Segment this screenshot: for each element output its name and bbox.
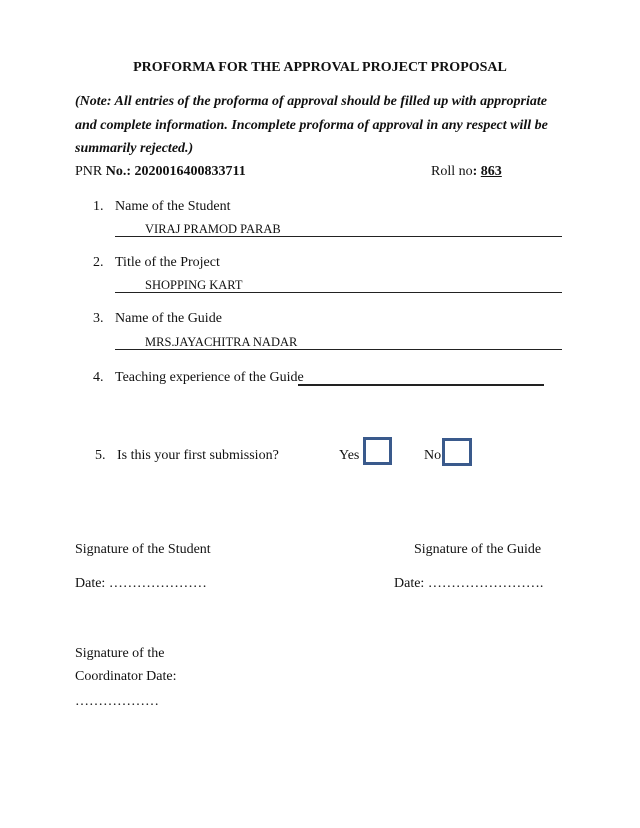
item-3-number: 3. <box>93 311 104 326</box>
note-line-2: and complete information. Incomplete proforma of approval in any respect will be <box>75 118 548 133</box>
item-2-number: 2. <box>93 255 104 270</box>
item-1-number: 1. <box>93 199 104 214</box>
note-line-1: (Note: All entries of the proforma of approval should be filled up with appropriate <box>75 94 547 109</box>
guide-date-label: Date: ……………………. <box>394 576 544 591</box>
pnr-label-bold: No.: <box>105 164 135 179</box>
yes-checkbox[interactable] <box>363 437 392 465</box>
coordinator-signature-label-2: Coordinator Date: <box>75 669 177 684</box>
page-title: PROFORMA FOR THE APPROVAL PROJECT PROPOSAL <box>133 60 507 75</box>
no-label: No <box>424 448 442 463</box>
item-5-label: Is this your first submission? <box>117 448 279 463</box>
guide-name-line <box>115 349 562 350</box>
roll-colon: : <box>472 164 481 179</box>
item-3-label: Name of the Guide <box>115 311 222 326</box>
coordinator-signature-label-1: Signature of the <box>75 646 165 661</box>
item-2-label: Title of the Project <box>115 255 220 270</box>
student-name-value[interactable]: VIRAJ PRAMOD PARAB <box>145 222 281 236</box>
student-signature-label: Signature of the Student <box>75 542 211 557</box>
student-name-line <box>115 236 562 237</box>
pnr-label: PNR <box>75 164 106 179</box>
teaching-experience-line[interactable] <box>298 384 544 386</box>
project-title-line <box>115 292 562 293</box>
student-date-label: Date: ………………… <box>75 576 207 591</box>
pnr-field <box>75 164 246 180</box>
item-4-label: Teaching experience of the Guide <box>115 370 304 385</box>
pnr-value: 2020016400833711 <box>134 164 246 179</box>
guide-signature-label: Signature of the Guide <box>414 542 542 557</box>
roll-value: 863 <box>480 164 502 179</box>
item-4-number: 4. <box>93 370 104 385</box>
guide-name-value[interactable]: MRS.JAYACHITRA NADAR <box>145 335 298 349</box>
roll-field <box>431 164 557 180</box>
item-5-number: 5. <box>95 448 106 463</box>
item-1-label: Name of the Student <box>115 199 231 214</box>
no-checkbox[interactable] <box>442 438 472 466</box>
yes-label: Yes <box>339 448 360 463</box>
coordinator-date-dots: ……………… <box>75 694 159 709</box>
note-line-3: summarily rejected.) <box>75 141 194 156</box>
roll-label: Roll no <box>431 164 473 179</box>
project-title-value[interactable]: SHOPPING KART <box>145 278 243 292</box>
